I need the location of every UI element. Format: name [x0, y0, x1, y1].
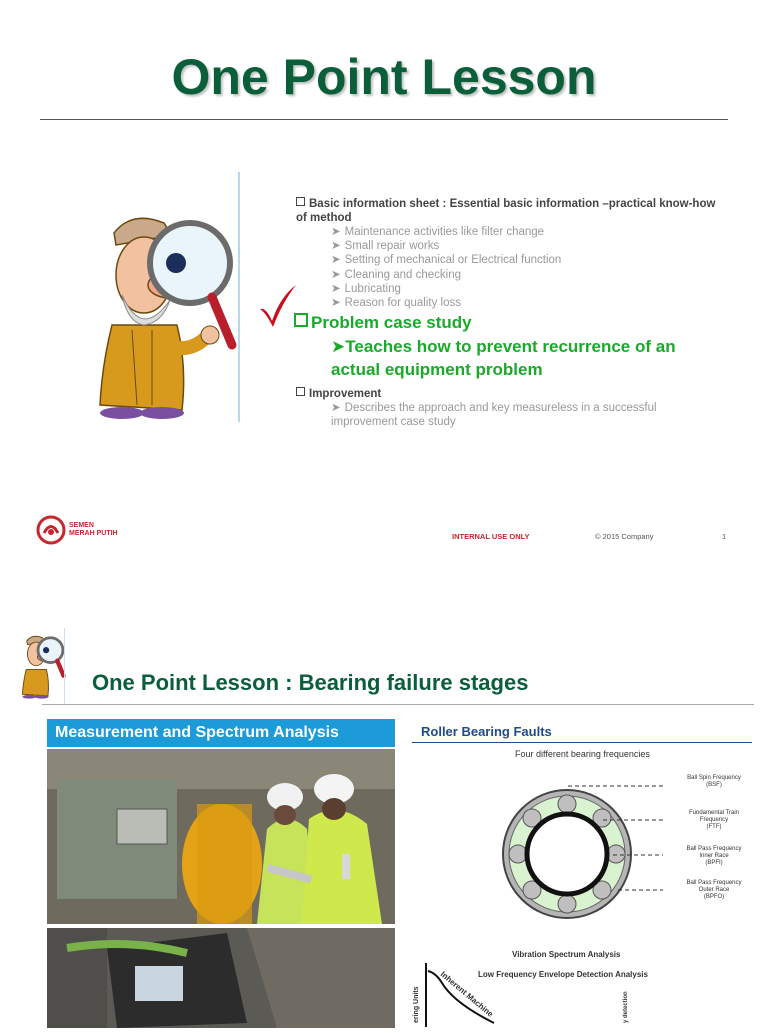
checkmark-icon	[258, 283, 298, 334]
bullet-improvement: Improvement	[296, 387, 726, 401]
vertical-divider	[238, 172, 240, 422]
freq-label-bpfi: Ball Pass Frequency Inner Race (BPFI)	[686, 846, 742, 866]
logo-emblem-icon	[36, 515, 66, 545]
square-bullet-icon	[296, 387, 305, 396]
list-item: ➤ Maintenance activities like filter change	[331, 226, 545, 238]
bearing-caption: Four different bearing frequencies	[515, 749, 650, 759]
logo-line-2: MERAH PUTIH	[69, 530, 118, 537]
bullet-basic-info: Basic information sheet : Essential basic information –practical know-how of method	[296, 198, 716, 224]
list-item: ➤ Reason for quality loss	[331, 297, 461, 310]
title-divider	[42, 704, 754, 705]
roller-bearing-header: Roller Bearing Faults	[421, 724, 552, 739]
slide-2	[0, 618, 768, 1024]
measurement-header: Measurement and Spectrum Analysis	[47, 719, 395, 747]
graph-right-label: y detection	[623, 991, 629, 1023]
freq-label-ftf: Fundamental Train Frequency (FTF)	[688, 810, 740, 830]
internal-use-label: INTERNAL USE ONLY	[452, 532, 530, 541]
logo-line-1: SEMEN	[69, 522, 94, 529]
improvement-subitem: ➤ Describes the approach and key measureless in a successful improvement case study	[331, 402, 657, 429]
square-bullet-icon	[294, 313, 308, 327]
lesson-content	[296, 197, 726, 430]
list-item: ➤ Small repair works	[331, 240, 440, 253]
vertical-divider	[64, 628, 65, 704]
bearing-diagram	[498, 768, 668, 948]
slide-title: One Point Lesson	[171, 49, 597, 105]
freq-label-bpfo: Ball Pass Frequency Outer Race (BPFO)	[686, 880, 742, 900]
freq-label-bsf: Ball Spin Frequency (BSF)	[687, 775, 741, 788]
company-logo	[36, 515, 118, 545]
square-bullet-icon	[296, 197, 305, 206]
list-item: ➤ Lubricating	[331, 282, 401, 295]
title-divider	[40, 119, 728, 120]
field-measurement-photo	[47, 749, 395, 924]
spectrum-title: Vibration Spectrum Analysis	[512, 950, 621, 959]
page-number: 1	[722, 532, 727, 541]
detective-magnifier-illustration	[92, 205, 240, 428]
envelope-title: Low Frequency Envelope Detection Analysis	[478, 970, 648, 979]
detective-magnifier-illustration	[20, 630, 66, 707]
list-item: ➤ Setting of mechanical or Electrical function	[331, 254, 562, 267]
graph-y-label: ering Units	[413, 986, 420, 1023]
list-item: ➤ Cleaning and checking	[331, 268, 461, 281]
problem-case-subitem: ➤Teaches how to prevent recurrence of an actual equipment problem	[331, 337, 676, 380]
spectrum-graph	[414, 963, 644, 1032]
vibration-meter-photo	[47, 928, 395, 1028]
slide-gap	[0, 560, 768, 618]
slide-title: One Point Lesson : Bearing failure stages	[92, 670, 529, 695]
roller-divider	[412, 742, 752, 743]
copyright: © 2015 Company	[595, 532, 654, 541]
graph-curve-label: Inherent Machine	[438, 969, 495, 1019]
bullet-problem-case: Problem case study	[294, 313, 726, 333]
